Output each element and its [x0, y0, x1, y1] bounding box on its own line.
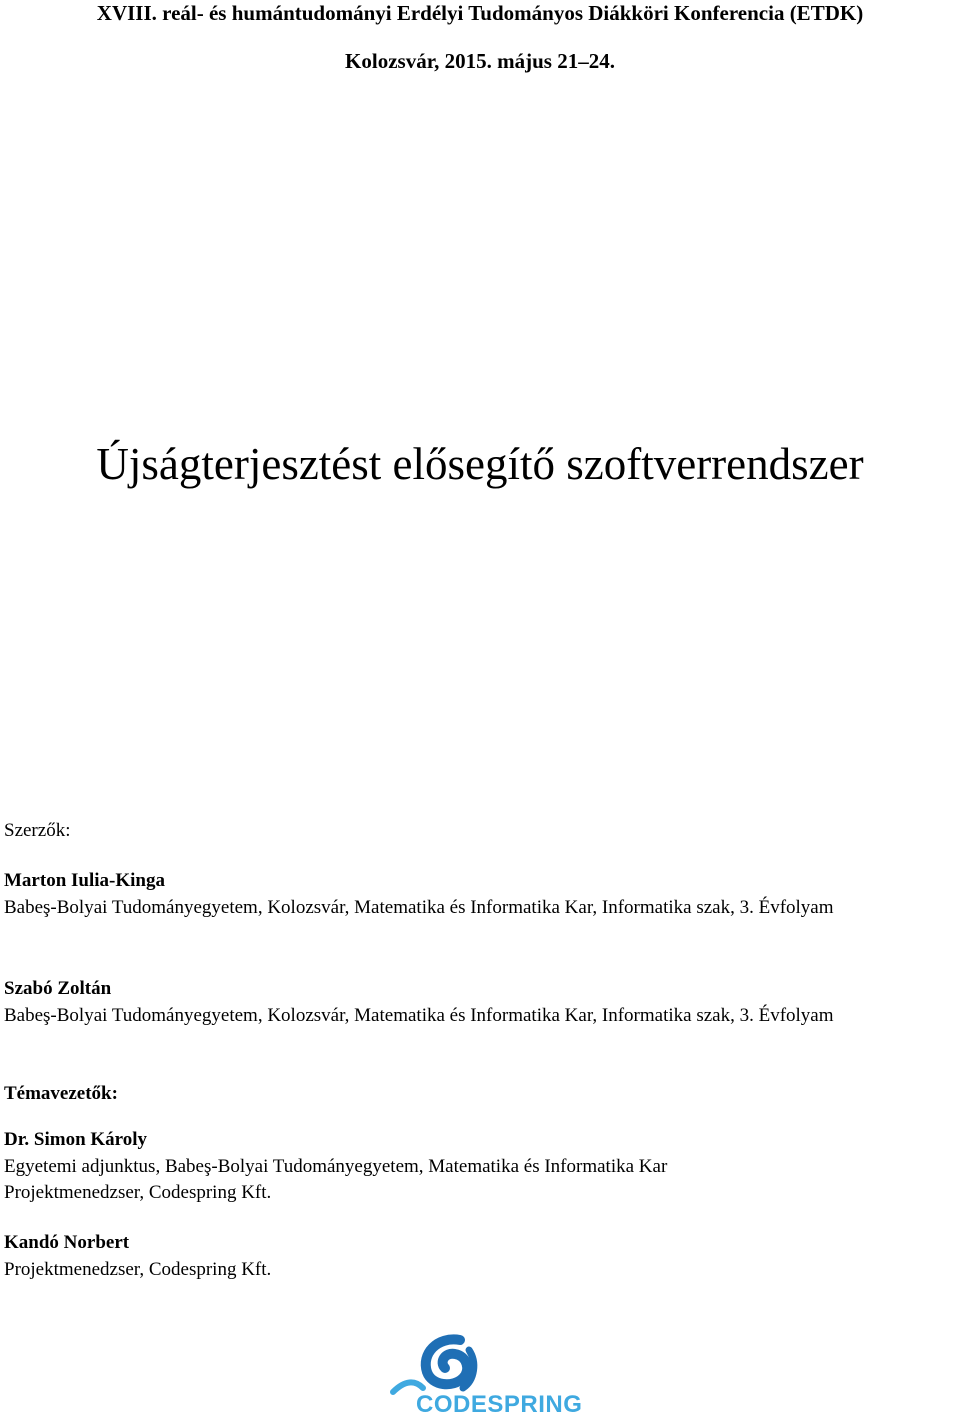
authors-heading: Szerzők: [4, 820, 71, 841]
supervisor-entry [4, 1230, 954, 1283]
supervisor-position: Projektmenedzser, Codespring Kft. [4, 1258, 272, 1280]
author-entry [4, 976, 954, 1029]
author-affiliation: Babeş-Bolyai Tudományegyetem, Kolozsvár, Matematika és Informatika Kar, Informatika szak, 3. Évfolyam [4, 1004, 834, 1026]
codespring-logo-icon [385, 1330, 585, 1416]
conference-name: XVIII. reál- és humántudományi Erdélyi Tudományos Diákköri Konferencia (ETDK) [96, 1, 864, 25]
logo-wordmark: CODESPRING [416, 1391, 583, 1416]
author-entry [4, 868, 954, 921]
supervisor-position: Projektmenedzser, Codespring Kft. [4, 1182, 272, 1203]
supervisor-entry [4, 1127, 954, 1207]
supervisor-position: Egyetemi adjunktus, Babeş-Bolyai Tudományegyetem, Matematika és Informatika Kar [4, 1155, 668, 1177]
author-affiliation: Babeş-Bolyai Tudományegyetem, Kolozsvár, Matematika és Informatika Kar, Informatika szak, 3. Évfolyam [4, 896, 834, 918]
supervisor-name: Kandó Norbert [4, 1232, 130, 1253]
author-name: Marton Iulia-Kinga [4, 870, 165, 891]
document-title: Újságterjesztést elősegítő szoftverrendszer [96, 439, 864, 489]
supervisor-name: Dr. Simon Károly [4, 1129, 148, 1150]
codespring-logo [385, 1330, 585, 1416]
supervisors-heading: Témavezetők: [4, 1083, 118, 1104]
author-name: Szabó Zoltán [4, 978, 112, 999]
conference-place-date: Kolozsvár, 2015. május 21–24. [345, 49, 615, 73]
